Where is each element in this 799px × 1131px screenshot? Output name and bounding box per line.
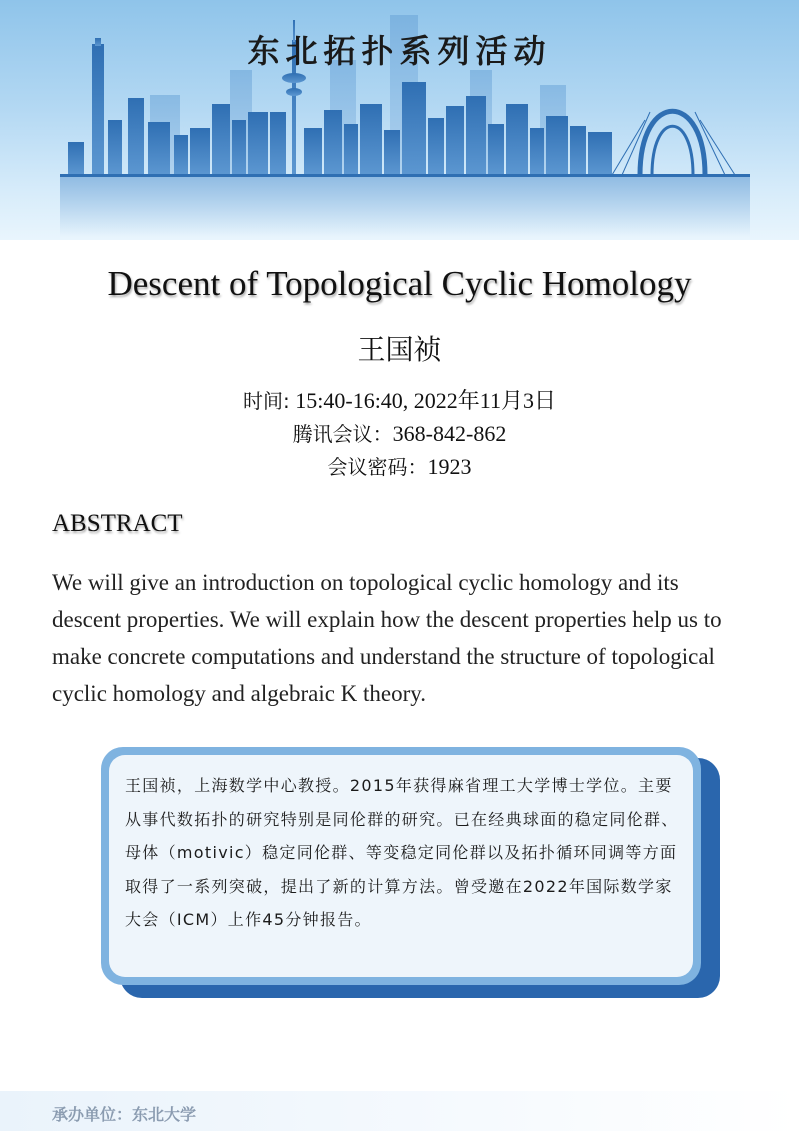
meeting-password-line <box>0 451 799 480</box>
meeting-id-label: 腾讯会议： <box>292 422 393 446</box>
meeting-password-value: 1923 <box>427 454 472 479</box>
time-line <box>0 384 799 415</box>
series-title: 东北拓扑系列活动 <box>247 32 552 70</box>
speaker-name: 王国祯 <box>357 333 442 366</box>
organizer-text: 承办单位：东北大学 <box>52 1105 197 1124</box>
bio-text: 王国祯，上海数学中心教授。2015年获得麻省理工大学博士学位。主要从事代数拓扑的研究特别是同伦群的研究。已在经典球面的稳定同伦群、母体（motivic）稳定同伦群、等变稳定同伦群以及拓扑循环同调等方面取得了一系列突破，提出了新的计算方法。曾受邀在2022年国际数学家大会（ICM）上作45分钟报告。 <box>109 755 693 977</box>
talk-title: Descent of Topological Cyclic Homology <box>107 264 692 303</box>
time-value: 15:40-16:40, 2022年11月3日 <box>289 388 556 413</box>
meeting-id-line <box>0 418 799 447</box>
meeting-password-label: 会议密码： <box>327 455 428 479</box>
bio-card <box>101 747 701 985</box>
meeting-id-value: 368-842-862 <box>392 421 507 446</box>
abstract-heading: ABSTRACT <box>52 510 183 537</box>
header-banner <box>0 0 799 240</box>
abstract-text: We will give an introduction on topological cyclic homology and its descent properties. We will explain how the descent properties help us to make concrete computations and understand the structure of topological cyclic homology and algebraic K theory. <box>52 570 722 706</box>
time-label: 时间: <box>243 389 290 413</box>
